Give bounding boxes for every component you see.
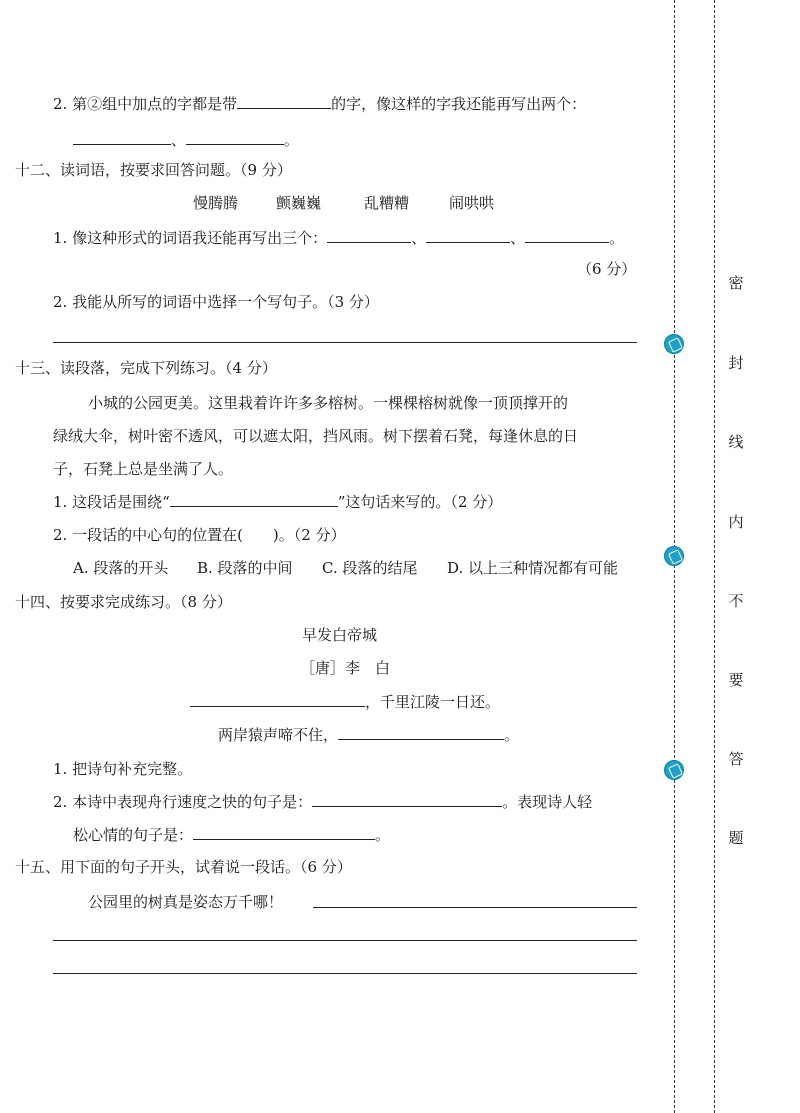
q15-title: 十五、用下面的句子开头，试着说一段话。（6 分） <box>15 858 352 876</box>
poem-author: ［唐］李 白 <box>300 659 391 677</box>
q12-blank-2[interactable] <box>426 228 510 243</box>
q14-item1: 1. 把诗句补充完整。 <box>53 760 193 778</box>
q12-sentence-line[interactable] <box>53 342 637 343</box>
q15-line-2[interactable] <box>53 940 637 941</box>
poem-line-2 <box>218 725 519 745</box>
q11-blank-radical[interactable] <box>237 94 331 109</box>
cut-line-outer <box>714 0 715 1113</box>
q11-blank-2[interactable] <box>186 130 284 145</box>
poem-line-1-text: ，千里江陵一日还。 <box>365 693 501 711</box>
q15-start-sentence: 公园里的树真是姿态万千哪！ <box>88 893 284 911</box>
q15-line-1[interactable] <box>313 907 637 908</box>
binding-hole-1-icon <box>664 334 684 354</box>
q12-title: 十二、读词语，按要求回答问题。（9 分） <box>15 161 292 179</box>
q12-word-1: 慢腾腾 <box>193 194 239 212</box>
poem-blank-2[interactable] <box>338 725 504 740</box>
poem-line-1 <box>190 692 500 712</box>
q11-sep: 、 <box>171 131 187 149</box>
q12-item1-end: 。 <box>609 229 625 247</box>
poem-line-2-end: 。 <box>504 726 520 744</box>
q12-blank-1[interactable] <box>327 228 411 243</box>
q13-option-b[interactable]: B. 段落的中间 <box>197 559 293 577</box>
q14-blank-mood[interactable] <box>193 825 375 840</box>
q12-item1 <box>53 228 624 248</box>
q11-answer-line <box>73 130 299 150</box>
q11-item2-pre: 2. 第②组中加点的字都是带 <box>53 95 238 113</box>
q12-item1-text: 1. 像这种形式的词语我还能再写出三个： <box>53 229 328 247</box>
q13-option-a[interactable]: A. 段落的开头 <box>73 559 169 577</box>
q13-para-line-2: 绿绒大伞，树叶密不透风，可以遮太阳，挡风雨。树下摆着石凳，每逢休息的日 <box>53 427 579 445</box>
seal-char-7: 答 <box>728 750 744 768</box>
q12-item2: 2. 我能从所写的词语中选择一个写句子。（3 分） <box>53 293 379 311</box>
q12-sep-1: 、 <box>411 229 427 247</box>
q13-option-d[interactable]: D. 以上三种情况都有可能 <box>447 559 619 577</box>
q14-item2-pre: 2. 本诗中表现舟行速度之快的句子是： <box>53 793 313 811</box>
q13-blank-center[interactable] <box>170 492 338 507</box>
seal-char-2: 封 <box>728 354 744 372</box>
q12-word-4: 闹哄哄 <box>449 194 495 212</box>
q13-para-line-1: 小城的公园更美。这里栽着许许多多榕树。一棵棵榕树就像一顶顶撑开的 <box>88 394 569 412</box>
q14-item2-cont <box>73 825 390 845</box>
poem-title: 早发白帝城 <box>302 626 378 644</box>
poem-blank-1[interactable] <box>190 692 365 707</box>
q12-blank-3[interactable] <box>525 228 609 243</box>
q14-item2-end: 。 <box>375 826 391 844</box>
q14-blank-speed[interactable] <box>312 792 502 807</box>
q15-line-3[interactable] <box>53 973 637 974</box>
q13-title: 十三、读段落，完成下列练习。（4 分） <box>15 359 277 377</box>
q14-item2-mid: 。表现诗人轻 <box>502 793 593 811</box>
q11-blank-1[interactable] <box>73 130 171 145</box>
seal-char-5: 不 <box>728 592 744 610</box>
q11-end: 。 <box>284 131 300 149</box>
q11-item2-post: 的字，像这样的字我还能再写出两个： <box>331 95 587 113</box>
q14-item2 <box>53 792 592 812</box>
seal-char-1: 密 <box>728 274 744 292</box>
q13-para-line-3: 子，石凳上总是坐满了人。 <box>53 460 234 478</box>
q14-item2-cont-text: 松心情的句子是： <box>73 826 194 844</box>
q12-item1-score: （6 分） <box>577 260 637 278</box>
seal-char-4: 内 <box>728 513 744 531</box>
q13-item1-post: ”这句话来写的。（2 分） <box>337 493 503 511</box>
seal-char-3: 线 <box>728 433 744 451</box>
q12-word-2: 颤巍巍 <box>276 194 322 212</box>
q13-item2: 2. 一段话的中心句的位置在( )。（2 分） <box>53 526 346 544</box>
seal-char-6: 要 <box>728 671 744 689</box>
q12-word-3: 乱糟糟 <box>364 194 410 212</box>
binding-hole-2-icon <box>664 546 684 566</box>
seal-char-8: 题 <box>728 829 744 847</box>
q13-item1 <box>53 492 502 512</box>
q11-item2 <box>53 94 586 114</box>
poem-line-2-text: 两岸猿声啼不住， <box>218 726 339 744</box>
q13-item1-pre: 1. 这段话是围绕“ <box>53 493 170 511</box>
q14-title: 十四、按要求完成练习。（8 分） <box>15 593 232 611</box>
q13-option-c[interactable]: C. 段落的结尾 <box>322 559 418 577</box>
binding-hole-3-icon <box>664 760 684 780</box>
q12-sep-2: 、 <box>510 229 526 247</box>
